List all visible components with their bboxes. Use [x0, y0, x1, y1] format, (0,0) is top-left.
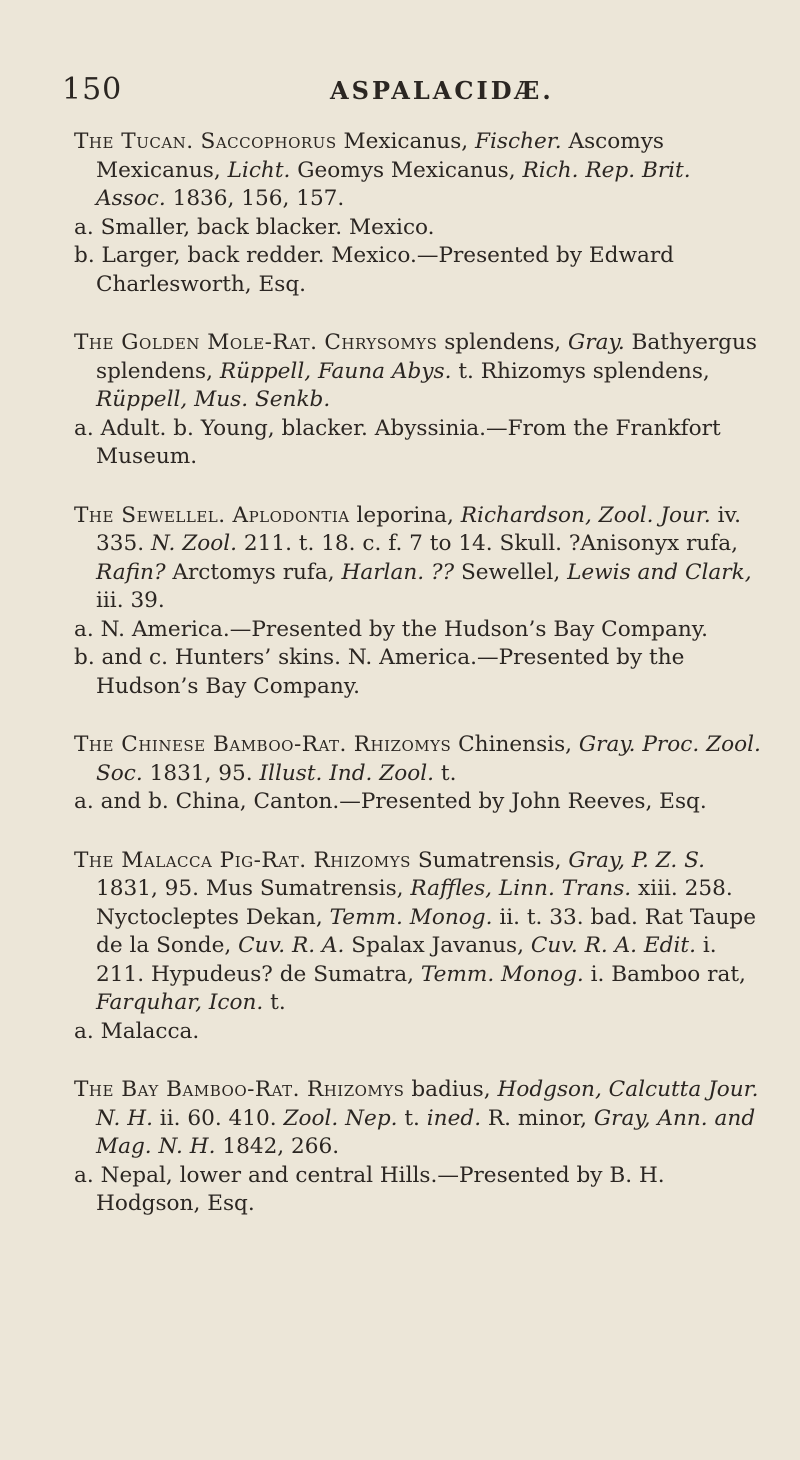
synonymy-segment: Arctomys rufa,: [165, 559, 342, 585]
common-name: The Sewellel.: [74, 502, 226, 528]
specimen-line: a. N. America.—Presented by the Hudson’s Bay Company.: [74, 616, 708, 642]
species-heading: [74, 1076, 764, 1162]
species-list: [74, 128, 764, 1249]
synonymy-segment: Gray. Proc. Zool. Soc.: [96, 732, 761, 786]
page-number: 150: [62, 72, 123, 107]
species-heading: [74, 329, 764, 415]
synonymy-segment: Rüppell, Mus. Senkb.: [96, 387, 331, 412]
synonymy-segment: Zool. Nep.: [283, 1105, 398, 1131]
synonymy-segment: Raffles, Linn. Trans.: [410, 876, 632, 901]
genus-name: Saccophorus: [200, 129, 337, 154]
common-name: The Golden Mole-Rat.: [74, 330, 318, 355]
synonymy-segment: ii. t. 33. bad. Rat Taupe de la Sonde,: [96, 904, 757, 958]
specimen-line: a. Nepal, lower and central Hills.—Presented by B. H. Hodgson, Esq.: [74, 1162, 665, 1216]
synonymy-segment: splendens,: [437, 330, 569, 355]
genus-name: Rhizomys: [306, 1077, 405, 1102]
genus-name: Aplodontia: [232, 502, 350, 528]
common-name: The Chinese Bamboo-Rat.: [74, 732, 347, 757]
synonymy-segment: iv. 335.: [96, 502, 741, 556]
common-name: The Bay Bamboo-Rat.: [74, 1077, 301, 1102]
synonymy-segment: Hodgson, Calcutta Jour. N. H.: [96, 1077, 759, 1131]
synonymy-segment: Chinensis,: [451, 732, 579, 757]
synonymy-segment: Illust. Ind. Zool.: [259, 760, 435, 786]
common-name: The Tucan.: [74, 129, 194, 154]
synonymy-segment: Cuv. R. A. Edit.: [530, 933, 696, 958]
synonymy-segment: i. Bamboo rat,: [583, 961, 746, 987]
synonymy-segment: Lewis and Clark,: [567, 559, 752, 585]
species-entry: [74, 731, 764, 817]
synonymy-segment: t. Rhizomys splendens,: [451, 358, 710, 384]
synonymy-segment: Gray, P. Z. S.: [568, 847, 705, 873]
synonymy-segment: Harlan. ??: [341, 559, 455, 585]
synonymy-segment: R. minor,: [481, 1105, 594, 1131]
synonymy-segment: Licht.: [227, 157, 291, 183]
synonymy-segment: 211. t. 18. c. f. 7 to 14. Skull. ?Anisonyx rufa,: [236, 531, 739, 556]
specimen-line: a. and b. China, Canton.—Presented by John Reeves, Esq.: [74, 789, 707, 814]
genus-name: Rhizomys: [313, 847, 411, 873]
synonymy-segment: 1831, 95. Mus Sumatrensis,: [96, 876, 411, 901]
species-entry: [74, 502, 764, 702]
synonymy-segment: Sewellel,: [454, 559, 568, 585]
species-heading: [74, 502, 764, 616]
synonymy-segment: t.: [434, 760, 457, 786]
species-heading: [74, 731, 764, 788]
synonymy-segment: Rich. Rep. Brit. Assoc.: [96, 157, 691, 211]
genus-name: Chrysomys: [324, 330, 438, 355]
species-entry: [74, 329, 764, 472]
specimen-line: a. Adult. b. Young, blacker. Abyssinia.—From the Frankfort Museum.: [74, 415, 721, 469]
synonymy-segment: t.: [263, 990, 286, 1015]
synonymy-segment: badius,: [404, 1077, 498, 1102]
synonymy-segment: Temm. Monog.: [329, 904, 493, 930]
synonymy-segment: Gray.: [568, 330, 625, 355]
synonymy-segment: Geomys Mexicanus,: [290, 157, 523, 183]
species-entry: [74, 1076, 764, 1219]
species-entry: [74, 128, 764, 299]
synonymy-segment: i. 211. Hypudeus? de Sumatra,: [96, 933, 717, 987]
synonymy-segment: Fischer.: [475, 129, 562, 154]
specimen-line: a. Malacca.: [74, 1018, 200, 1044]
common-name: The Malacca Pig-Rat.: [74, 847, 307, 873]
species-heading: [74, 847, 764, 1018]
specimen-line: a. Smaller, back blacker. Mexico.: [74, 214, 435, 240]
synonymy-segment: t.: [397, 1105, 427, 1131]
synonymy-segment: Temm. Monog.: [420, 961, 584, 987]
synonymy-segment: Spalax Javanus,: [344, 933, 531, 958]
synonymy-segment: xiii. 258. Nyctocleptes Dekan,: [96, 876, 733, 930]
synonymy-segment: Gray, Ann. and Mag. N. H.: [96, 1105, 756, 1159]
synonymy-segment: ined.: [426, 1105, 482, 1131]
synonymy-segment: Mexicanus,: [336, 129, 476, 154]
synonymy-segment: leporina,: [349, 502, 461, 528]
running-head: [0, 72, 800, 112]
section-title: ASPALACIDÆ.: [330, 76, 554, 105]
genus-name: Rhizomys: [353, 732, 452, 757]
synonymy-segment: ii. 60. 410.: [152, 1105, 284, 1131]
synonymy-segment: Rüppell, Fauna Abys.: [219, 358, 452, 384]
species-entry: [74, 847, 764, 1047]
species-heading: [74, 128, 764, 214]
synonymy-segment: 1836, 156, 157.: [165, 186, 345, 211]
synonymy-segment: 1831, 95.: [142, 760, 260, 786]
specimen-line: b. and c. Hunters’ skins. N. America.—Presented by the Hudson’s Bay Company.: [74, 645, 685, 699]
synonymy-segment: N. Zool.: [150, 531, 237, 556]
specimen-line: b. Larger, back redder. Mexico.—Presented by Edward Charlesworth, Esq.: [74, 243, 674, 297]
synonymy-segment: Rafin?: [96, 559, 166, 585]
synonymy-segment: Bathyergus splendens,: [96, 330, 757, 384]
synonymy-segment: Farquhar, Icon.: [96, 990, 264, 1015]
synonymy-segment: 1842, 266.: [215, 1134, 340, 1159]
synonymy-segment: Cuv. R. A.: [238, 933, 345, 958]
synonymy-segment: Sumatrensis,: [410, 847, 569, 873]
synonymy-segment: Richardson, Zool. Jour.: [460, 502, 711, 528]
synonymy-segment: iii. 39.: [96, 588, 165, 613]
synonymy-segment: Ascomys Mexicanus,: [96, 129, 665, 183]
